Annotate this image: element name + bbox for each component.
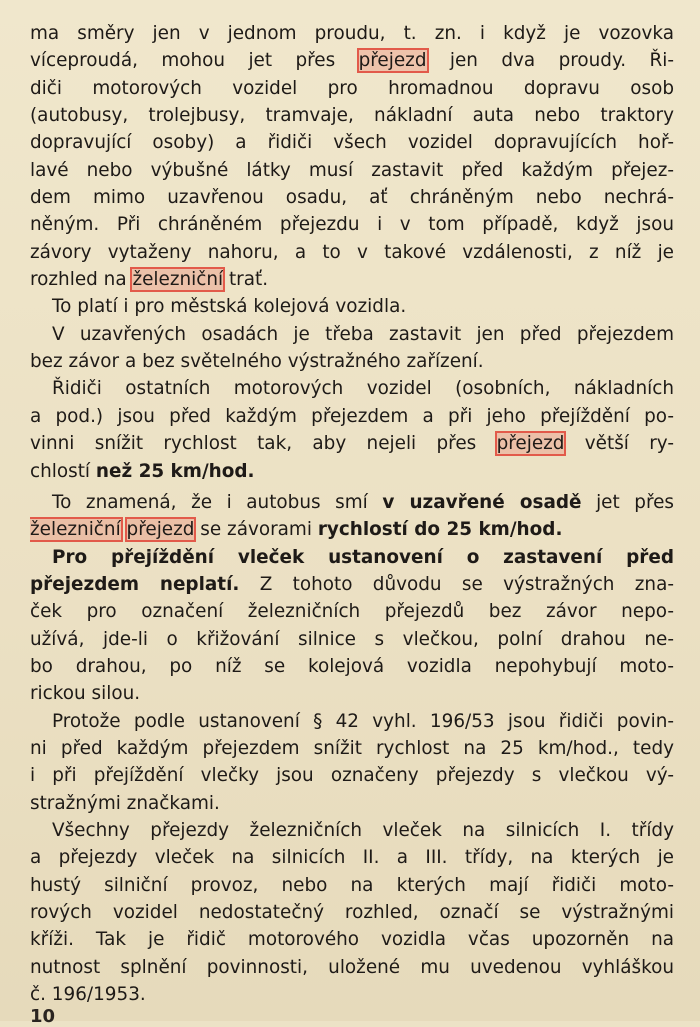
text-line (30, 20, 674, 47)
text-segment: rickou silou. (30, 683, 141, 705)
text-line (30, 571, 674, 598)
bold-text: rychlostí do 25 km/hod. (317, 519, 563, 541)
text-line (30, 489, 674, 516)
highlighted-term: přejezd (358, 50, 427, 72)
text-line (30, 375, 674, 402)
text-segment: nutnost splnění povinnosti, uložené mu uvedenou vyhláškou (30, 956, 674, 978)
text-segment: To platí i pro městská kolejová vozidla. (52, 296, 407, 318)
text-segment: To znamená, že i autobus smí (52, 491, 383, 513)
page-number: 10 (30, 1006, 56, 1027)
highlighted-term: železniční (132, 269, 224, 291)
text-segment: lavé nebo výbušné látky musí zastavit před každým přejez- (30, 159, 674, 181)
text-line (30, 321, 674, 348)
text-segment: jen dva proudy. Ři- (426, 50, 674, 72)
text-segment: bo drahou, po níž se kolejová vozidla nepohybují moto- (30, 655, 674, 677)
text-segment: vinni snížit rychlost tak, aby nejeli přes (30, 433, 497, 455)
text-segment: Řidiči ostatních motorových vozidel (osobních, nákladních (52, 378, 674, 400)
text-segment: větší ry- (564, 433, 674, 455)
text-segment: a přejezdy vleček na silnicích II. a III. třídy, na kterých je (30, 847, 674, 869)
text-segment: a pod.) jsou před každým přejezdem a při jeho přejíždění po- (30, 405, 674, 427)
text-segment: V uzavřených osadách je třeba zastavit jen před přejezdem (52, 323, 674, 345)
text-segment: se závorami (194, 519, 318, 541)
text-segment: stražnými značkami. (30, 792, 220, 814)
text-line (30, 844, 674, 871)
text-line (30, 211, 674, 238)
text-segment: č. 196/1953. (30, 984, 146, 1006)
text-line (30, 899, 674, 926)
text-line (30, 458, 674, 485)
text-segment: Protože podle ustanovení § 42 vyhl. 196/53 jsou řidiči povin- (52, 710, 674, 732)
text-segment: kříži. Tak je řidič motorového vozidla včas upozorněn na (30, 929, 674, 951)
text-segment: ma směry jen v jednom proudu, t. zn. i když je vozovka (30, 23, 674, 44)
text-line (30, 544, 674, 571)
text-line (30, 598, 674, 625)
text-line (30, 653, 674, 680)
text-line (30, 157, 674, 184)
bold-text: než 25 km/hod. (95, 460, 255, 482)
body-text (30, 20, 674, 1008)
text-line (30, 981, 674, 1008)
text-segment: Z tohoto důvodu se výstražných zna- (239, 573, 674, 595)
bold-text: přejezdem neplatí. (30, 573, 240, 595)
text-segment: rových vozidel nedostatečný rozhled, označí se výstražnými (30, 902, 674, 923)
text-segment: víceproudá, mohou jet přes (30, 50, 359, 72)
text-segment: dem mimo uzavřenou osadu, ať chráněným nebo nechrá- (30, 187, 674, 209)
text-segment: chlostí (30, 460, 96, 482)
text-line (30, 926, 674, 953)
text-segment: něným. Při chráněném přejezdu i v tom případě, když jsou (30, 214, 674, 236)
text-segment: bez závor a bez světelného výstražného zařízení. (30, 351, 484, 373)
text-segment: dopravující osoby) a řidiči všech vozidel dopravujících hoř- (30, 132, 674, 154)
text-segment: užívá, jde-li o křižování silnice s vlečkou, polní drahou ne- (30, 628, 674, 650)
text-segment: ček pro označení železničních přejezdů bez závor nepo- (30, 601, 674, 623)
text-line (30, 239, 674, 266)
text-line (30, 129, 674, 156)
text-line (30, 75, 674, 102)
text-line (30, 626, 674, 653)
text-segment: trať. (223, 269, 269, 291)
text-segment: rozhled na (30, 269, 133, 291)
text-line (30, 708, 674, 735)
text-line (30, 47, 674, 74)
text-line (30, 872, 674, 899)
text-line (30, 293, 674, 320)
text-line (30, 516, 674, 543)
text-segment: hustý silniční provoz, nebo na kterých mají řidiči moto- (30, 874, 674, 896)
text-line (30, 680, 674, 707)
text-line (30, 817, 674, 844)
highlighted-term: železniční (30, 519, 121, 541)
text-line (30, 102, 674, 129)
text-line (30, 735, 674, 762)
text-segment: (autobusy, trolejbusy, tramvaje, nákladní auta nebo traktory (30, 105, 674, 127)
text-segment: diči motorových vozidel pro hromadnou dopravu osob (30, 77, 674, 99)
text-line (30, 762, 674, 789)
text-segment: i při přejíždění vlečky jsou označeny přejezdy s vlečkou vý- (30, 765, 674, 787)
text-segment: ni před každým přejezdem snížit rychlost na 25 km/hod., tedy (30, 737, 674, 759)
text-line (30, 790, 674, 817)
text-line (30, 266, 674, 293)
text-line (30, 403, 674, 430)
bold-text: Pro přejíždění vleček ustanovení o zastavení před (52, 546, 674, 568)
text-line (30, 348, 674, 375)
text-segment: jet přes (581, 491, 674, 513)
text-line (30, 184, 674, 211)
text-segment (121, 519, 127, 540)
bold-text: v uzavřené osadě (382, 491, 582, 513)
text-line (30, 954, 674, 981)
highlighted-term: přejezd (126, 519, 195, 541)
text-line (30, 430, 674, 457)
text-segment: závory vytaženy nahoru, a to v takové vzdálenosti, z níž je (30, 241, 674, 263)
text-segment: Všechny přejezdy železničních vleček na silnicích I. třídy (52, 819, 674, 841)
highlighted-term: přejezd (496, 433, 565, 455)
